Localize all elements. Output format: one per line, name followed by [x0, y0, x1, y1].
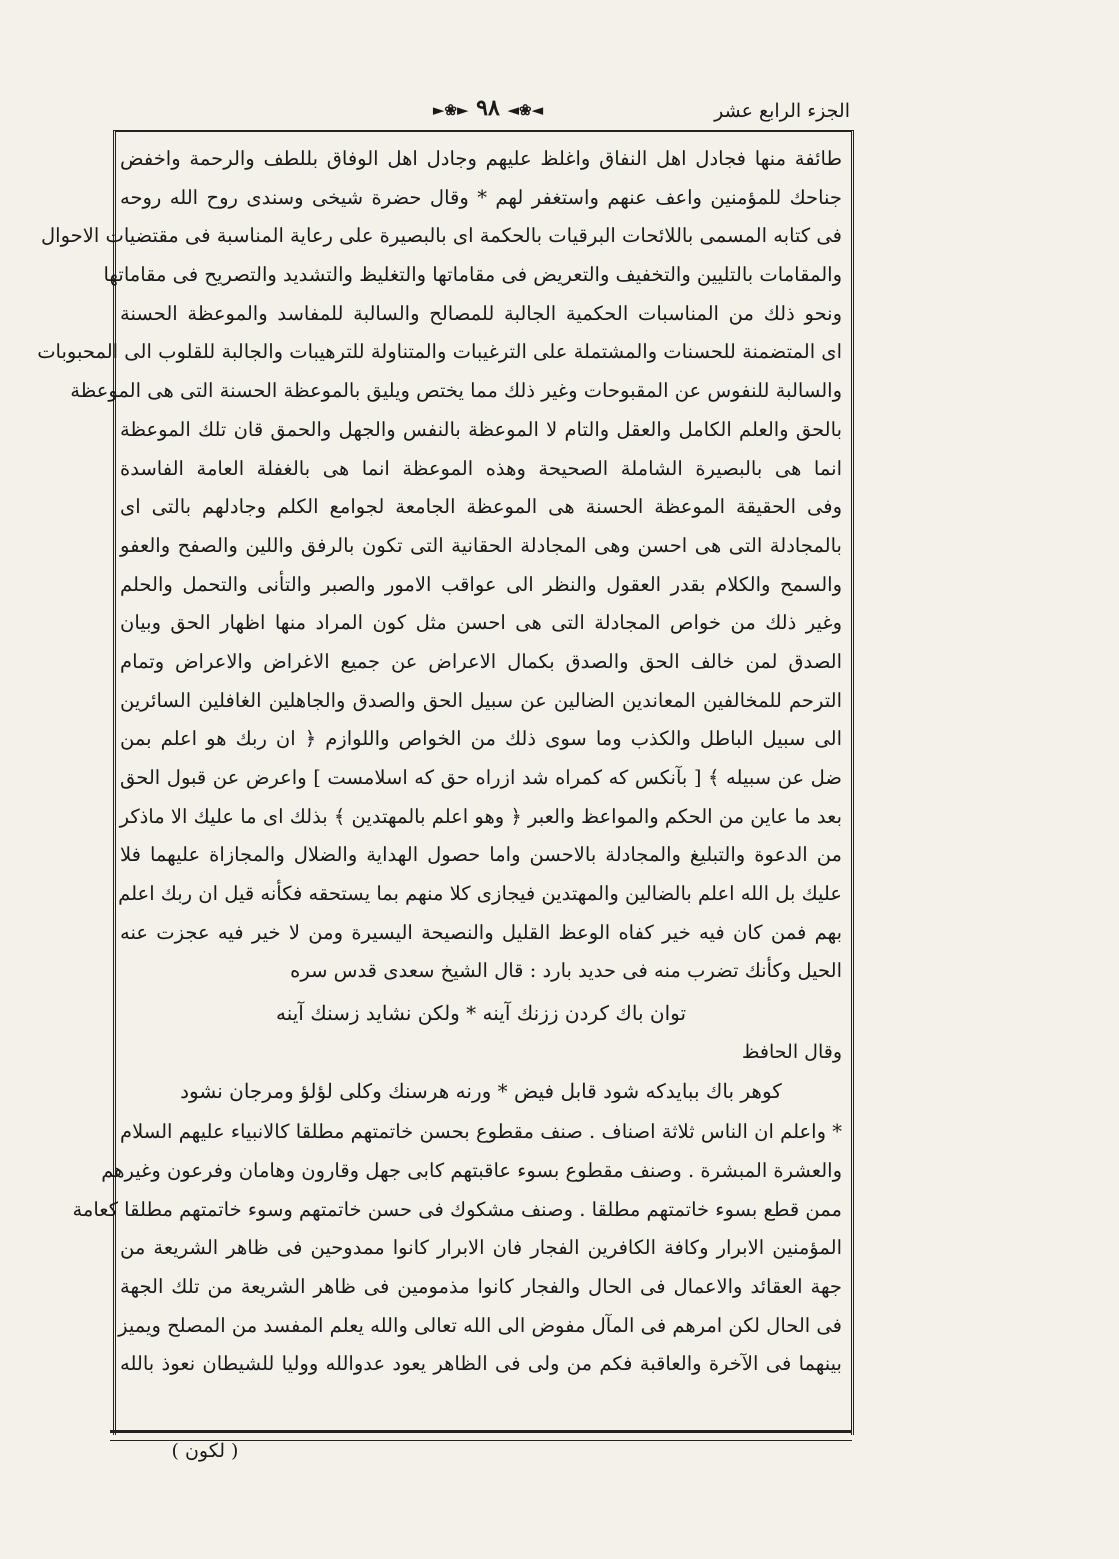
text-line: بهم فمن كان فيه خير كفاه الوعظ القليل والنصيحة اليسيرة ومن لا خير فيه عجزت عنه: [120, 920, 843, 944]
text-line: بالمجادلة التى هى احسن وهى المجادلة الحقانية التى تكون بالرفق واللين والصفح والعفو: [120, 533, 842, 557]
text-line: الى سبيل الباطل والكذب وما سوى ذلك من الخواص واللوازم ﴿ ان ربك هو اعلم بمن: [120, 727, 842, 751]
text-line: اى المتضمنة للحسنات والمشتملة على الترغيبات والمتناولة للترهيبات والجالبة للقلوب الى المحبوبات: [37, 340, 842, 364]
text-line: وغير ذلك من خواص المجادلة التى هى احسن مثل كون المراد منها اظهار الحق وبيان: [120, 611, 842, 635]
text-line: عليك بل الله اعلم بالضالين والمهتدين فيجازى كلا منهم بما يستحقه فكأنه قيل ان ربك اعلم: [118, 882, 842, 906]
text-line: بينهما فى الآخرة والعاقبة فكم من ولى فى الظاهر يعود عدوالله ووليا للشيطان نعوذ بالله: [120, 1352, 842, 1376]
text-line: من الدعوة والتبليغ والمجادلة بالاحسن واما حصول الهداية والضلال والمجازاة عليهما فلا: [120, 843, 842, 867]
page-number-ornament: [428, 95, 548, 121]
text-line: انما هى بالبصيرة الشاملة الصحيحة وهذه الموعظة انما هى بالغفلة العامة الفاسدة: [120, 456, 842, 480]
heading-hafiz: وقال الحافظ: [741, 1041, 842, 1064]
right-ornament-icon: ►❀►: [432, 101, 469, 119]
verse-saadi: توان باك كردن ززنك آينه * ولكن نشايد زسنك آينه: [275, 1001, 687, 1026]
text-line: والسالبة للنفوس عن المقبوحات وغير ذلك مما يختص ويليق بالموعظة الحسنة التى هى الموعظة: [70, 379, 842, 403]
text-line: وفى الحقيقة الموعظة الحسنة هى الموعظة الجامعة لجوامع الكلم وجادلهم بالتى اى: [120, 495, 842, 519]
main-text: [37, 140, 843, 1384]
text-line: الترحم للمخالفين المعاندين الضالين عن سبيل الحق والصدق والجاهلين الغافلين السائرين: [120, 688, 842, 712]
page-number: ٩٨: [476, 95, 500, 121]
catchword: ( لكون ): [171, 1440, 239, 1462]
text-line: ونحو ذلك من المناسبات الحكمية الجالبة للمصالح والسالبة للمفاسد والموعظة الحسنة: [120, 301, 842, 325]
text-line: الصدق لمن خالف الحق والصدق بكمال الاعراض عن جميع الاغراض والاعراض وتمام: [120, 649, 842, 673]
text-line: والعشرة المبشرة . وصنف مقطوع بسوء عاقبتهم كابى جهل وقارون وهامان وفرعون وغيرهم: [101, 1158, 842, 1182]
text-line: طائفة منها فجادل اهل النفاق واغلظ عليهم وجادل اهل الوفاق بللطف والرحمة واخفض: [120, 147, 842, 170]
text-line: بالحق والعلم الكامل والعقل والتام لا الموعظة بالنفس والجهل والحمق قان تلك الموعظة: [120, 417, 842, 441]
text-line: ضل عن سبيله ﴾ [ بآنكس كه كمراه شد ازراه حق كه اسلامست ] واعرض عن قبول الحق: [120, 766, 842, 789]
left-ornament-icon: ◄❀◄: [507, 101, 544, 119]
verse-hafiz: كوهر باك ببايدكه شود قابل فيض * ورنه هرسنك وكلى لؤلؤ ومرجان نشود: [180, 1079, 782, 1104]
text-line: والمقامات بالتليين والتخفيف والتعريض فى مقاماتها والتغليظ والتشديد والتصريح فى مقاماتها: [103, 263, 842, 287]
text-line: والسمح والكلام بقدر العقول والنظر الى عواقب الامور والصبر والتأنى والتحمل والحلم: [120, 572, 842, 596]
text-line: المؤمنين الابرار وكافة الكافرين الفجار فان الابرار كانوا ممدوحين فى ظاهر الشريعة من: [120, 1236, 842, 1260]
text-line: جناحك للمؤمنين واعف عنهم واستغفر لهم * وقال حضرة شيخى وسندى روح الله روحه: [120, 185, 842, 209]
text-line: الحيل وكأنك تضرب منه فى حديد بارد : قال الشيخ سعدى قدس سره: [290, 959, 842, 983]
text-line: بعد ما عاين من الحكم والمواعظ والعبر ﴿ وهو اعلم بالمهتدين ﴾ بذلك اى ما عليك الا ماذكر: [119, 804, 842, 828]
text-line: * واعلم ان الناس ثلاثة اصناف . صنف مقطوع بحسن خاتمتهم مطلقا كالانبياء عليهم السلام: [120, 1120, 842, 1144]
text-line: فى الحال لكن امرهم فى المآل مفوض الى الله تعالى والله يعلم المفسد من المصلح ويميز: [118, 1313, 842, 1337]
text-line: جهة العقائد والاعمال فى الحال والفجار كانوا مذمومين فى ظاهر الشريعة من تلك الجهة: [120, 1274, 842, 1298]
text-line: فى كتابه المسمى باللائحات البرقيات بالحكمة اى بالبصيرة على رعاية المناسبة فى مقتضيات الاحوال: [41, 224, 842, 248]
text-line: ممن قطع بسوء خاتمتهم مطلقا . وصنف مشكوك فى حسن خاتمتهم وسوء خاتمتهم مطلقا كعامة: [72, 1197, 842, 1221]
running-head: الجزء الرابع عشر: [714, 100, 850, 122]
